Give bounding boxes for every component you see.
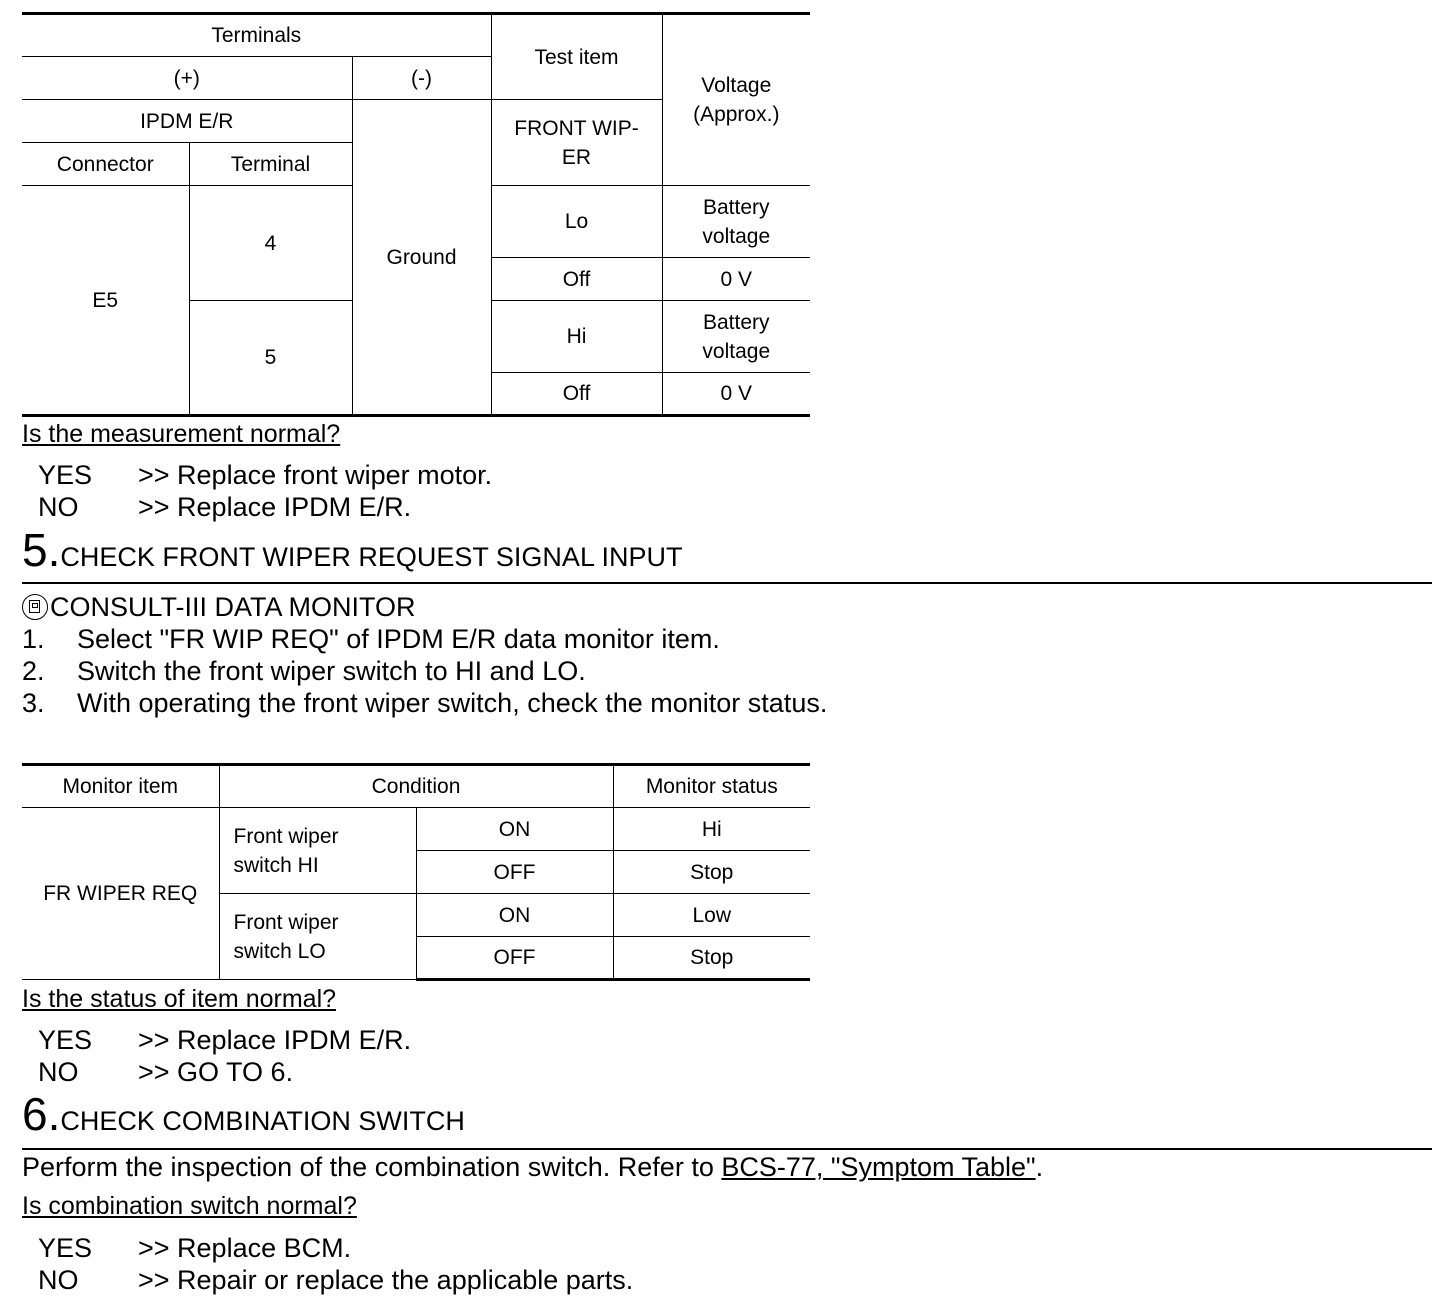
answer-no-row [38,1057,738,1089]
inspection-paragraph [22,1152,1043,1183]
switch-hi-cell: Front wiper switch HI [219,808,416,894]
no-action: >> GO TO 6. [138,1057,294,1087]
list-text: With operating the front wiper switch, check the monitor status. [77,688,828,718]
no-label: NO [38,492,79,522]
list-text: Switch the front wiper switch to HI and LO. [77,656,586,686]
terminal-4-cell: 4 [189,186,352,301]
no-label: NO [38,1057,79,1087]
divider [22,582,1432,584]
header-monitor-status: Monitor status [613,765,810,808]
yes-action: >> Replace front wiper motor. [138,460,493,490]
yes-action: >> Replace IPDM E/R. [138,1025,412,1055]
yes-label: YES [38,460,93,490]
paragraph-text: Perform the inspection of the combination switch. Refer to [22,1152,722,1182]
yes-label: YES [38,1233,93,1263]
status-cell: Stop [613,851,810,894]
answer-no-row [38,1265,738,1297]
header-condition: Condition [219,765,613,808]
header-voltage: Voltage (Approx.) [662,14,810,186]
test-item-cell: Off [491,373,662,416]
header-terminal: Terminal [189,143,352,186]
monitor-item-cell: FR WIPER REQ [22,808,219,980]
answer-yes-row [38,1025,738,1057]
test-item-cell: Lo [491,186,662,258]
monitor-status-table [22,763,810,981]
status-cell: Hi [613,808,810,851]
voltage-cell: 0 V [662,373,810,416]
list-text: Select "FR WIP REQ" of IPDM E/R data monitor item. [77,624,720,654]
step-title: CHECK COMBINATION SWITCH [60,1106,465,1136]
status-cell: Low [613,894,810,937]
symptom-table-link[interactable]: BCS-77, "Symptom Table" [721,1152,1036,1182]
paragraph-end: . [1035,1152,1044,1182]
test-item-cell: Hi [491,301,662,373]
voltage-cell: Battery voltage [662,301,810,373]
consult-mode-label: CONSULT-III DATA MONITOR [50,592,416,622]
header-test-item: Test item [491,14,662,100]
list-item [22,624,1022,656]
answer-yes-row [38,1233,738,1265]
header-connector: Connector [22,143,189,186]
state-cell: OFF [416,937,613,980]
header-terminals: Terminals [22,14,491,57]
consult-mode-line [22,592,416,623]
step-6-heading [22,1088,465,1140]
answer-no-row [38,492,738,524]
state-cell: ON [416,808,613,851]
consult-icon [22,594,48,620]
connector-cell: E5 [22,186,189,416]
test-item-cell: Off [491,258,662,301]
yes-label: YES [38,1025,93,1055]
no-action: >> Replace IPDM E/R. [138,492,412,522]
state-cell: OFF [416,851,613,894]
header-ipdm: IPDM E/R [22,100,352,143]
list-number: 1. [22,624,45,654]
header-front-wiper: FRONT WIP- ER [491,100,662,186]
terminal-5-cell: 5 [189,301,352,416]
step-5-heading [22,524,683,576]
switch-lo-cell: Front wiper switch LO [219,894,416,980]
no-action: >> Repair or replace the applicable parts. [138,1265,634,1295]
answer-yes-row [38,460,738,492]
question-measurement: Is the measurement normal? [22,420,341,448]
divider [22,1148,1432,1150]
list-item [22,688,1022,720]
header-plus: (+) [22,57,352,100]
voltage-cell: Battery voltage [662,186,810,258]
question-status: Is the status of item normal? [22,985,337,1013]
step-number: 5. [22,524,61,576]
ground-cell: Ground [352,100,491,416]
voltage-cell: 0 V [662,258,810,301]
no-label: NO [38,1265,79,1295]
state-cell: ON [416,894,613,937]
list-item [22,656,1022,688]
terminal-voltage-table [22,12,810,417]
question-combination-switch: Is combination switch normal? [22,1192,357,1220]
yes-action: >> Replace BCM. [138,1233,352,1263]
step-title: CHECK FRONT WIPER REQUEST SIGNAL INPUT [60,542,683,572]
list-number: 2. [22,656,45,686]
list-number: 3. [22,688,45,718]
header-minus: (-) [352,57,491,100]
header-monitor-item: Monitor item [22,765,219,808]
step-number: 6. [22,1088,61,1140]
status-cell: Stop [613,937,810,980]
